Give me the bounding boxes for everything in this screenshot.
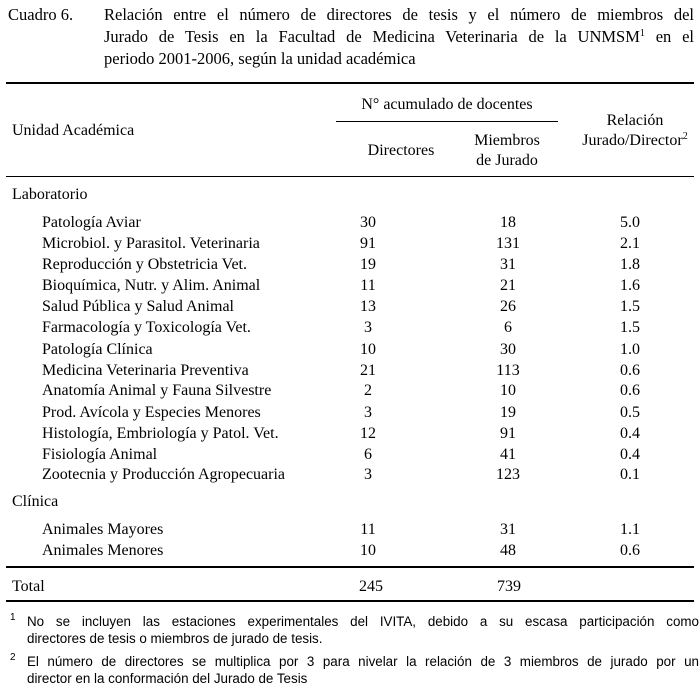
row-miembros: 30 [500, 341, 516, 358]
footnote-2 [10, 652, 699, 687]
row-directores: 30 [360, 214, 376, 231]
row-relacion: 1.5 [620, 319, 640, 336]
row-directores: 10 [360, 341, 376, 358]
column-header-relacion-l2: Jurado/Director [582, 132, 683, 149]
row-miembros: 19 [500, 404, 516, 421]
column-header-relacion [570, 111, 700, 151]
row-relacion: 1.6 [620, 277, 640, 294]
footnote-ref: 2 [682, 131, 688, 142]
row-relacion: 0.1 [620, 466, 640, 483]
row-miembros: 131 [496, 235, 520, 252]
row-relacion: 0.4 [620, 446, 640, 463]
table-top-rule [6, 82, 694, 84]
row-relacion: 1.0 [620, 341, 640, 358]
row-name: Zootecnia y Producción Agropecuaria [42, 466, 286, 483]
table-bottom-rule [6, 600, 694, 602]
column-group-header: N° acumulado de docentes [361, 96, 533, 113]
column-header-unidad: Unidad Académica [12, 122, 135, 139]
row-directores: 19 [360, 256, 376, 273]
row-directores: 2 [364, 382, 372, 399]
row-name: Patología Clínica [42, 341, 153, 358]
row-directores: 21 [360, 362, 376, 379]
row-relacion: 1.5 [620, 298, 640, 315]
caption-text [104, 4, 694, 70]
row-directores: 10 [360, 542, 376, 559]
row-miembros: 26 [500, 298, 516, 315]
column-header-directores: Directores [367, 142, 435, 159]
row-miembros: 31 [500, 521, 516, 538]
row-name: Fisiología Animal [42, 446, 158, 463]
column-header-miembros-l1: Miembros [474, 132, 540, 149]
caption-label: Cuadro 6. [8, 5, 74, 24]
row-directores: 3 [364, 466, 372, 483]
row-directores: 12 [360, 425, 376, 442]
column-header-relacion-l1: Relación [606, 112, 664, 129]
row-relacion: 0.4 [620, 425, 640, 442]
row-miembros: 48 [500, 542, 516, 559]
column-header-miembros [452, 131, 562, 171]
row-miembros: 41 [500, 446, 516, 463]
row-relacion: 1.8 [620, 256, 640, 273]
row-name: Salud Pública y Salud Animal [42, 298, 234, 315]
row-miembros: 123 [496, 466, 520, 483]
footnote-text [27, 613, 699, 647]
footnote-1 [10, 612, 699, 647]
footnote-line: directores de tesis o miembros de jurado de tesis. [27, 631, 323, 646]
section-title-clinica: Clínica [12, 493, 59, 510]
row-miembros: 91 [500, 425, 516, 442]
row-name: Prod. Avícola y Especies Menores [42, 404, 261, 421]
row-name: Medicina Veterinaria Preventiva [42, 362, 249, 379]
caption-line: Relación entre el número de directores de tesis y el número de miembros del [104, 5, 694, 24]
footnote-line: No se incluyen las estaciones experimentales del IVITA, debido a su escasa participación como [27, 614, 699, 629]
footnote-mark: 1 [10, 612, 16, 623]
row-relacion: 0.6 [620, 362, 640, 379]
row-miembros: 10 [500, 382, 516, 399]
footnote-mark: 2 [10, 652, 16, 663]
total-label: Total [12, 578, 45, 595]
footnote-text [27, 653, 699, 687]
row-directores: 91 [360, 235, 376, 252]
section-title-laboratorio: Laboratorio [12, 186, 88, 203]
row-name: Patología Aviar [42, 214, 141, 231]
row-name: Animales Menores [42, 542, 164, 559]
row-name: Microbiol. y Parasitol. Veterinaria [42, 235, 260, 252]
total-top-rule [6, 566, 694, 568]
row-name: Anatomía Animal y Fauna Silvestre [42, 382, 272, 399]
row-name: Farmacología y Toxicología Vet. [42, 319, 251, 336]
column-header-miembros-l2: de Jurado [476, 152, 538, 169]
caption-line-part: en el [644, 27, 695, 46]
row-relacion: 0.6 [620, 382, 640, 399]
row-directores: 13 [360, 298, 376, 315]
row-miembros: 113 [496, 362, 520, 379]
row-miembros: 6 [504, 319, 512, 336]
footnote-ref: 1 [639, 28, 645, 39]
row-relacion: 1.1 [620, 521, 640, 538]
caption-line [104, 26, 694, 48]
header-bottom-rule [6, 176, 694, 177]
caption-line-part: Jurado de Tesis en la Facultad de Medicina Veterinaria de la UNMSM [104, 27, 640, 46]
row-relacion: 0.6 [620, 542, 640, 559]
footnote-line: director en la conformación del Jurado de Tesis [27, 671, 308, 686]
footnote-line: El número de directores se multiplica por 3 para nivelar la relación de 3 miembros de jurado por un [27, 654, 699, 669]
row-name: Animales Mayores [42, 521, 164, 538]
row-directores: 3 [364, 319, 372, 336]
row-relacion: 0.5 [620, 404, 640, 421]
row-miembros: 31 [500, 256, 516, 273]
total-miembros: 739 [497, 578, 521, 595]
row-name: Histología, Embriología y Patol. Vet. [42, 425, 279, 442]
row-directores: 3 [364, 404, 372, 421]
row-directores: 11 [360, 521, 376, 538]
row-relacion: 2.1 [620, 235, 640, 252]
row-miembros: 18 [500, 214, 516, 231]
row-name: Bioquímica, Nutr. y Alim. Animal [42, 277, 261, 294]
row-directores: 6 [364, 446, 372, 463]
row-name: Reproducción y Obstetricia Vet. [42, 256, 247, 273]
caption-line: periodo 2001-2006, según la unidad académica [104, 49, 416, 68]
total-directores: 245 [359, 578, 383, 595]
row-miembros: 21 [500, 277, 516, 294]
group-header-rule [336, 121, 558, 122]
row-relacion: 5.0 [620, 214, 640, 231]
row-directores: 11 [360, 277, 376, 294]
